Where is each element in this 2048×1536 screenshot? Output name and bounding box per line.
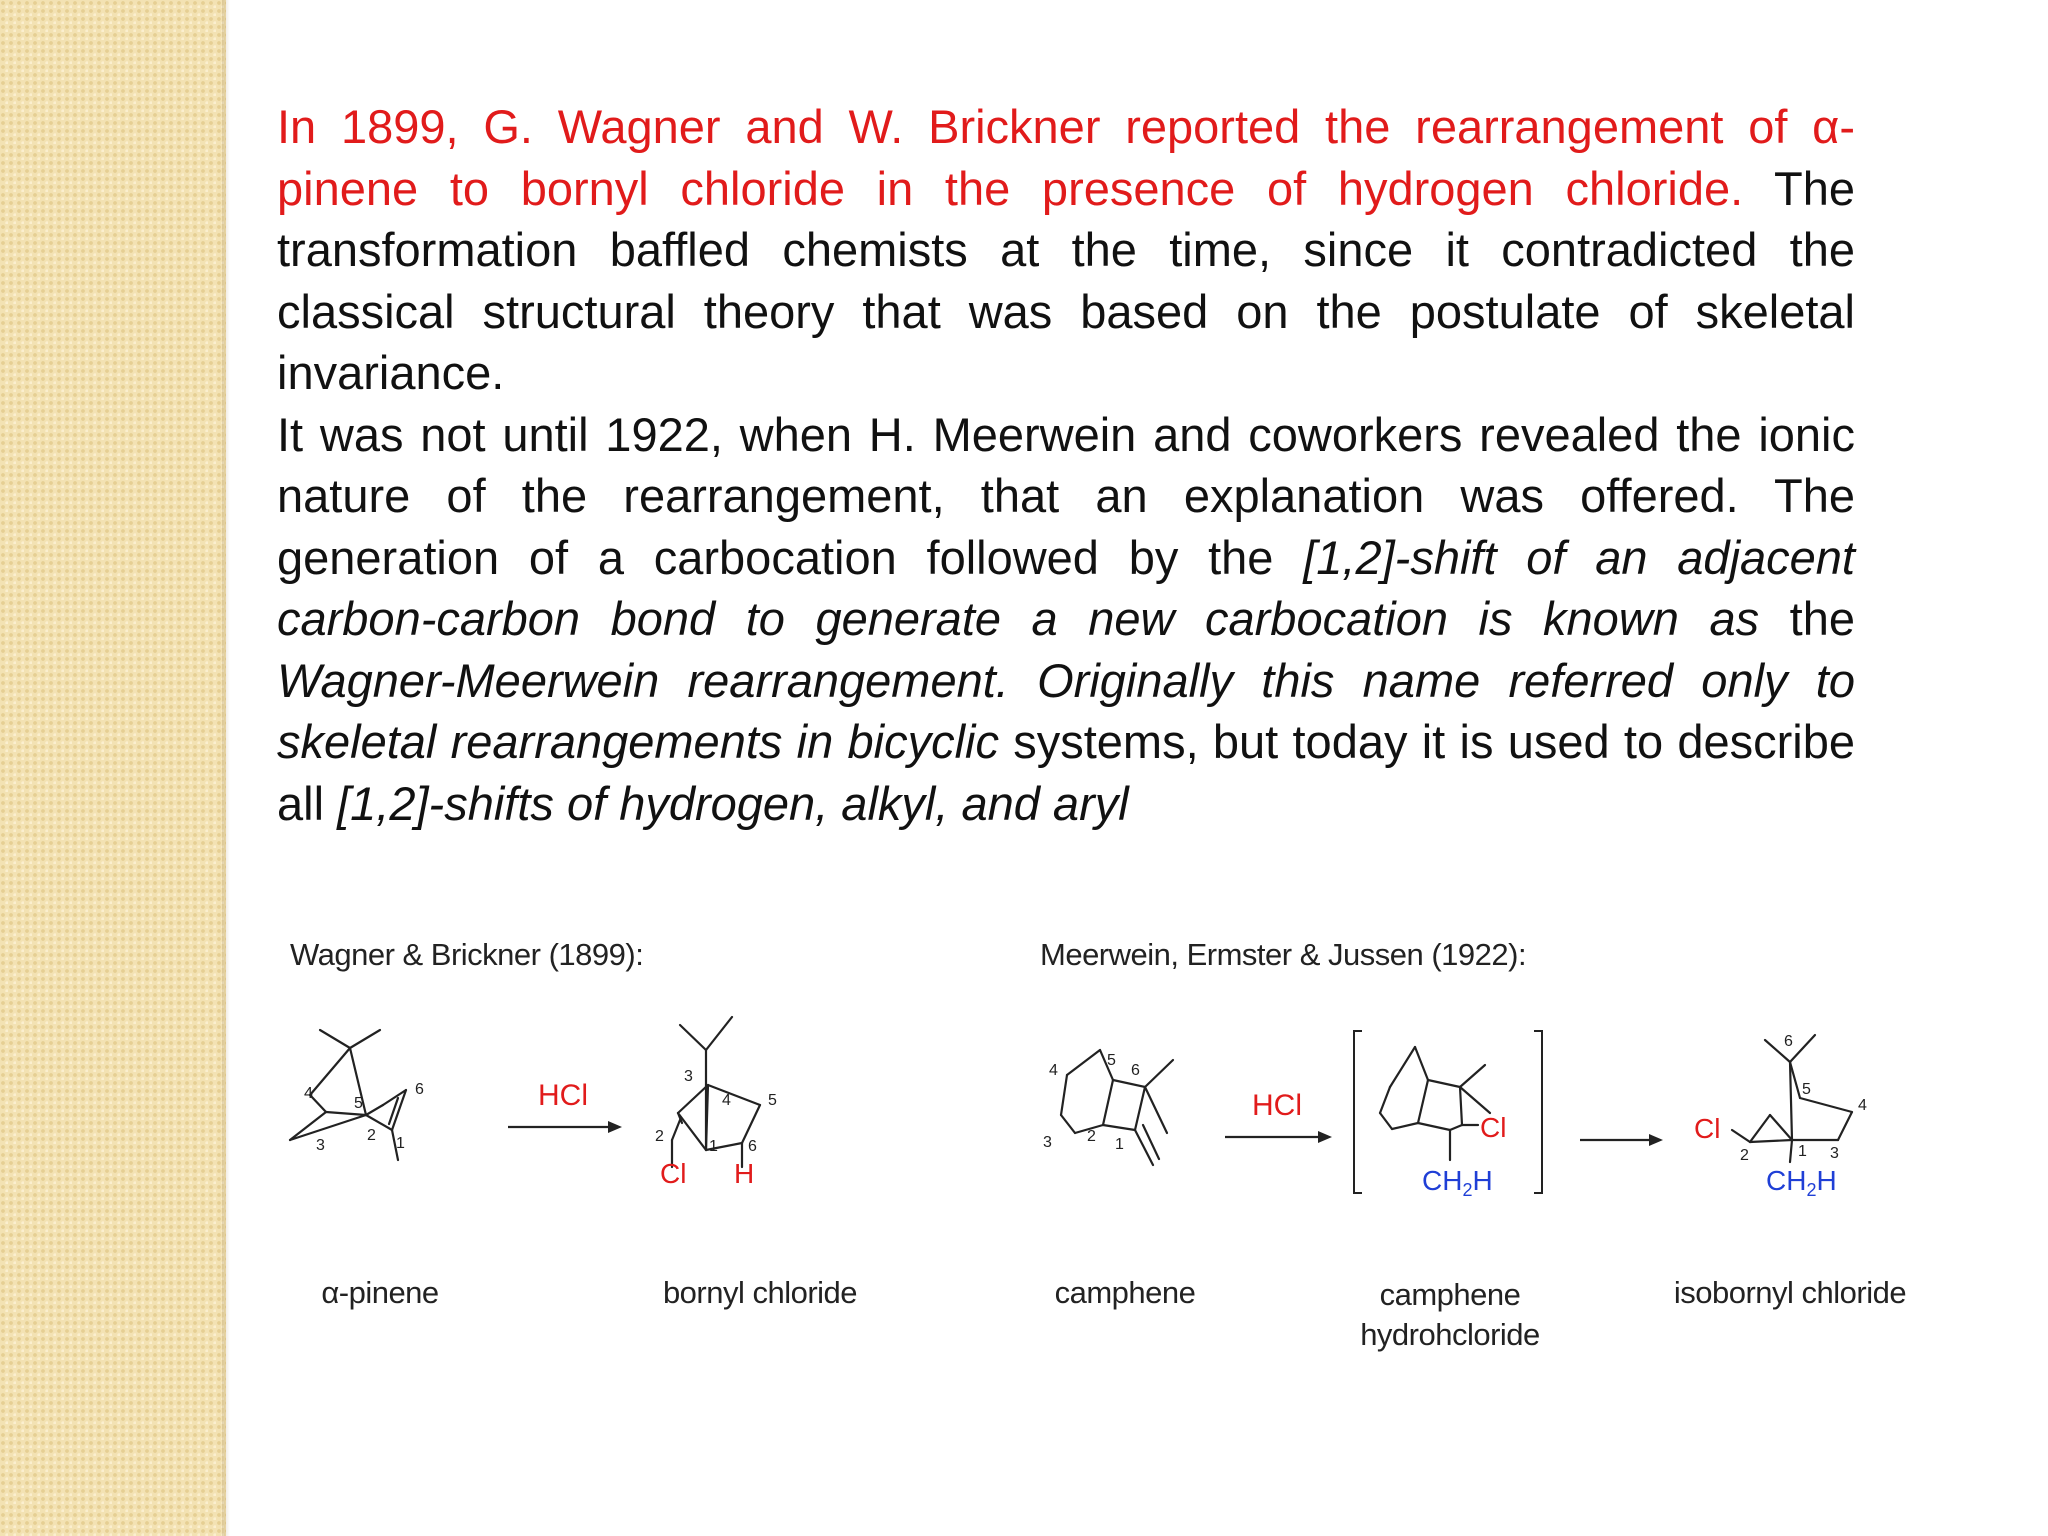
atom-number: 2 bbox=[1740, 1147, 1749, 1164]
atom-number: 1 bbox=[709, 1138, 718, 1155]
atom-number: 2 bbox=[367, 1127, 376, 1144]
paragraph-2-italic-3: [1,2]-shifts of hydrogen, alkyl, and aryl bbox=[337, 776, 1129, 830]
chlorine-label: Cl bbox=[1480, 1112, 1507, 1143]
atom-number: 5 bbox=[354, 1095, 363, 1112]
atom-number: 3 bbox=[316, 1137, 325, 1154]
subscript-2: 2 bbox=[1806, 1180, 1817, 1200]
right-bracket bbox=[1534, 1031, 1542, 1193]
camphene-hydrochloride-structure bbox=[1350, 1025, 1550, 1205]
left-bracket bbox=[1354, 1031, 1362, 1193]
hydrogen-label: H bbox=[734, 1158, 755, 1185]
isobornyl-chloride-structure bbox=[1680, 1030, 1910, 1205]
reaction-arrow-1 bbox=[500, 1075, 630, 1145]
h-text: H bbox=[1472, 1165, 1493, 1196]
alpha-pinene-structure bbox=[270, 1020, 470, 1170]
caption-bornyl-chloride: bornyl chloride bbox=[662, 1275, 858, 1310]
h-text: H bbox=[1816, 1165, 1837, 1196]
atom-number: 3 bbox=[684, 1068, 693, 1085]
reaction-scheme-figure bbox=[270, 925, 1950, 1365]
paragraph-2-part-b: the bbox=[1789, 592, 1855, 645]
paragraph-2-italic-2: Wagner-Meerwein rearrangement. Originally this name referred only to skeletal rearrangements in bicyclic bbox=[277, 653, 1855, 768]
atom-number: 1 bbox=[1115, 1136, 1124, 1153]
camphene-structure bbox=[1035, 1035, 1215, 1185]
caption-alpha-pinene: α-pinene bbox=[321, 1275, 439, 1310]
atom-number: 4 bbox=[1858, 1097, 1867, 1114]
atom-number: 4 bbox=[722, 1092, 731, 1109]
reagent-hcl-1: HCl bbox=[538, 1079, 588, 1112]
caption-camphene: camphene bbox=[1054, 1275, 1196, 1310]
caption-line-1: camphene bbox=[1379, 1277, 1521, 1312]
atom-number: 5 bbox=[1802, 1081, 1811, 1098]
atom-number: 3 bbox=[1830, 1145, 1839, 1162]
paragraph-1-rest: The transformation baffled chemists at the time, since it contradicted the classical structural theory that was based on the postulate of skeletal invariance. bbox=[277, 161, 1855, 399]
strip-shadow bbox=[222, 0, 230, 1536]
caption-line-2: hydrohcloride bbox=[1360, 1317, 1540, 1352]
reaction-arrow-3 bbox=[1575, 1125, 1675, 1155]
ch-text: CH bbox=[1422, 1165, 1463, 1196]
atom-number: 4 bbox=[304, 1085, 313, 1102]
ch2h-label bbox=[1766, 1165, 1837, 1200]
paragraph-2-part-a: It was not until 1922, when H. Meerwein and coworkers revealed the ionic nature of the rearrangement, that an explanation was offered. The generation of a carbocation followed by the bbox=[277, 407, 1855, 584]
chlorine-label: Cl bbox=[660, 1158, 687, 1185]
paragraph-2-italic-1: [1,2]-shift of an adjacent carbon-carbon bond to generate a new carbocation is known as bbox=[277, 530, 1855, 645]
atom-number: 2 bbox=[655, 1128, 664, 1145]
chlorine-label: Cl bbox=[1694, 1113, 1721, 1144]
ch-text: CH bbox=[1766, 1165, 1807, 1196]
decorative-left-strip bbox=[0, 0, 226, 1536]
ch2h-label bbox=[1422, 1165, 1493, 1200]
reagent-hcl-2: HCl bbox=[1252, 1089, 1302, 1122]
left-scheme-title: Wagner & Brickner (1899): bbox=[290, 937, 644, 972]
right-scheme-title: Meerwein, Ermster & Jussen (1922): bbox=[1040, 937, 1527, 972]
atom-number: 6 bbox=[415, 1081, 424, 1098]
paragraph-2 bbox=[277, 404, 1855, 835]
atom-number: 5 bbox=[1107, 1052, 1116, 1069]
reaction-arrow-2 bbox=[1220, 1085, 1340, 1155]
highlight-sentence: In 1899, G. Wagner and W. Brickner reported the rearrangement of α-pinene to bornyl chloride in the presence of hydrogen chloride. bbox=[277, 100, 1855, 215]
atom-number: 6 bbox=[748, 1138, 757, 1155]
slide-body-text bbox=[277, 96, 1855, 834]
caption-camphene-hydrochloride bbox=[1330, 1275, 1570, 1355]
atom-number: 4 bbox=[1049, 1062, 1058, 1079]
atom-number: 1 bbox=[1798, 1143, 1807, 1160]
atom-number: 2 bbox=[1087, 1128, 1096, 1145]
subscript-2: 2 bbox=[1462, 1180, 1473, 1200]
caption-isobornyl-chloride: isobornyl chloride bbox=[1673, 1275, 1907, 1310]
bornyl-chloride-structure bbox=[650, 1015, 850, 1185]
atom-number: 5 bbox=[768, 1092, 777, 1109]
atom-number: 3 bbox=[1043, 1134, 1052, 1151]
paragraph-2-part-c: systems, but today it is used to describe all bbox=[277, 715, 1855, 830]
atom-number: 6 bbox=[1784, 1033, 1793, 1050]
atom-number: 6 bbox=[1131, 1062, 1140, 1079]
paragraph-1 bbox=[277, 96, 1855, 404]
atom-number: 1 bbox=[396, 1135, 405, 1152]
